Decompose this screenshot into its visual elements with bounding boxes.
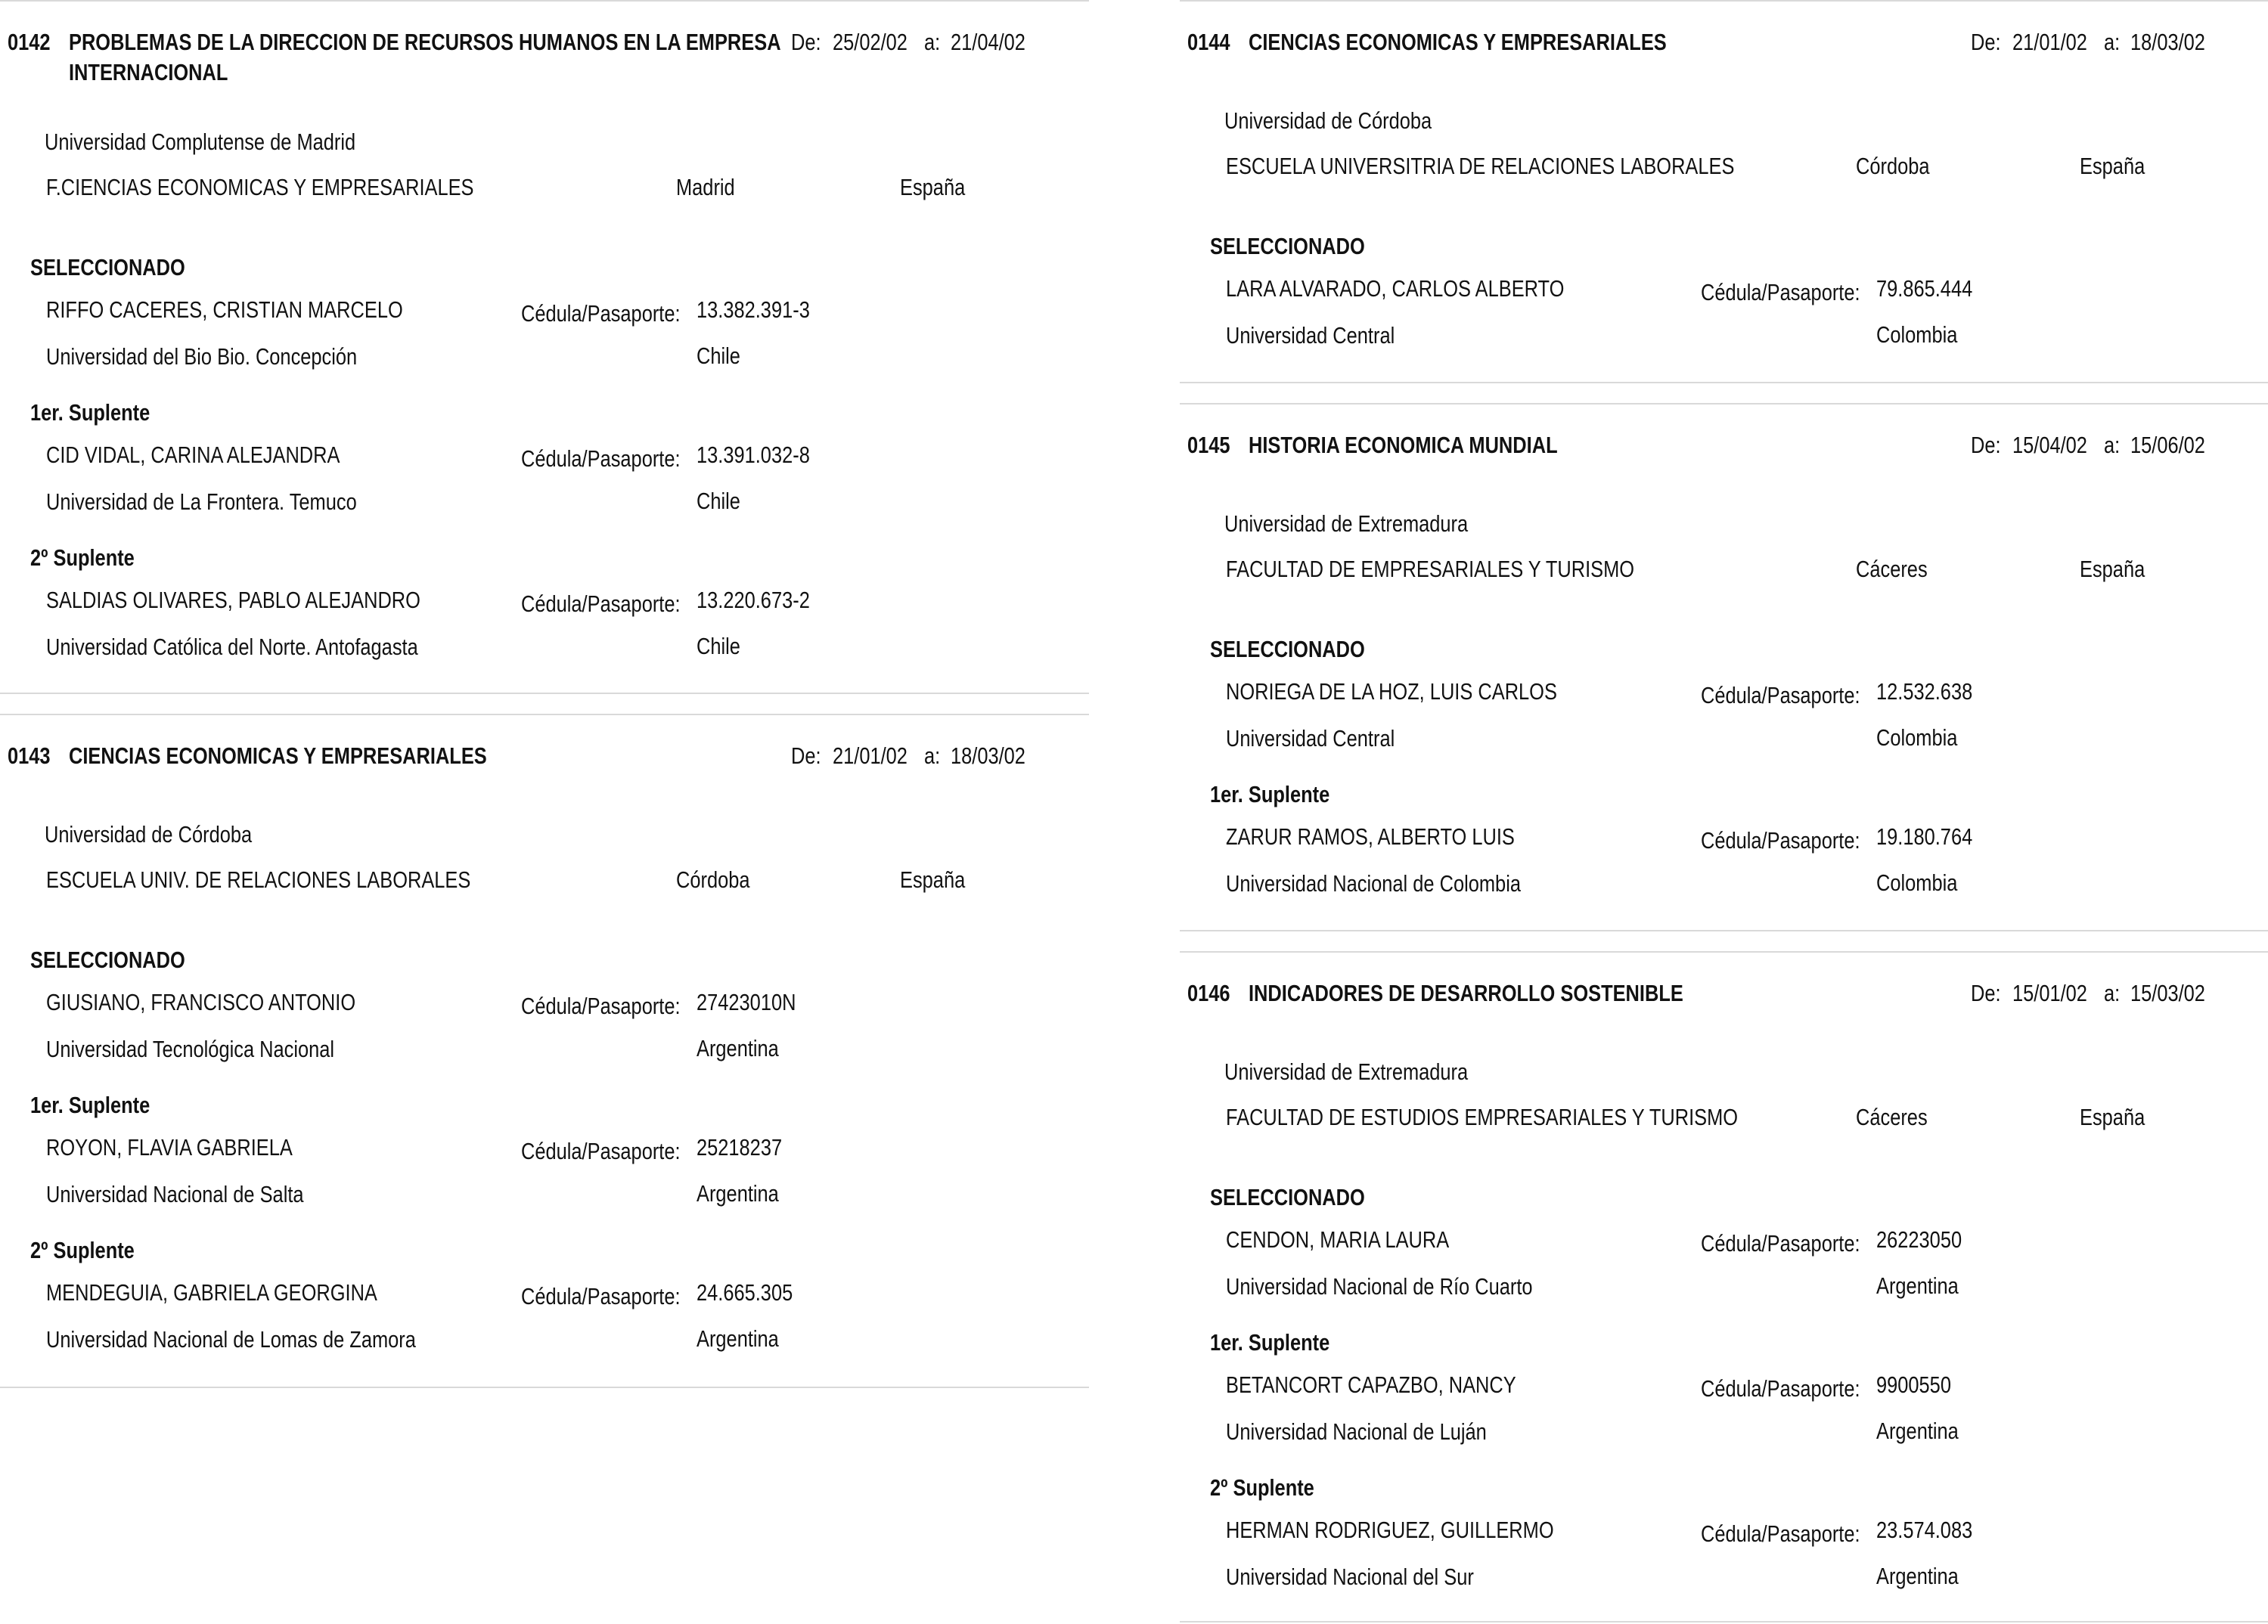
date-to-label: a: — [2104, 29, 2121, 55]
id-number: 9900550 — [1876, 1371, 1951, 1398]
id-number: 12.532.638 — [1876, 678, 1973, 705]
person-country: Colombia — [1876, 724, 1958, 751]
host-country: España — [2080, 556, 2145, 582]
id-label: Cédula/Pasaporte: — [521, 1138, 681, 1164]
host-university: Universidad de Extremadura — [1224, 1058, 1469, 1085]
id-number: 13.391.032-8 — [697, 442, 810, 468]
person-name: HERMAN RODRIGUEZ, GUILLERMO — [1226, 1517, 1554, 1543]
date-to: 21/04/02 — [951, 29, 1025, 55]
course-block-0145 — [1180, 403, 2268, 930]
id-number: 79.865.444 — [1876, 275, 1973, 302]
course-title: HISTORIA ECONOMICA MUNDIAL — [1249, 432, 1558, 458]
id-label: Cédula/Pasaporte: — [1701, 1375, 1860, 1402]
host-university: Universidad Complutense de Madrid — [45, 129, 356, 155]
id-number: 25218237 — [697, 1134, 783, 1161]
date-to-label: a: — [924, 742, 941, 769]
person-country: Argentina — [1876, 1418, 1959, 1444]
person-country: Colombia — [1876, 869, 1958, 896]
person-country: Argentina — [1876, 1563, 1959, 1589]
host-university: Universidad de Córdoba — [45, 821, 253, 848]
host-faculty: ESCUELA UNIVERSITRIA DE RELACIONES LABORALES — [1226, 153, 1735, 179]
person-university: Universidad de La Frontera. Temuco — [46, 488, 357, 515]
id-number: 13.220.673-2 — [697, 587, 810, 613]
host-city: Córdoba — [1856, 153, 1930, 179]
person-country: Argentina — [697, 1180, 779, 1207]
person-name: BETANCORT CAPAZBO, NANCY — [1226, 1371, 1516, 1398]
person-university: Universidad Nacional de Colombia — [1226, 870, 1521, 897]
person-name: NORIEGA DE LA HOZ, LUIS CARLOS — [1226, 678, 1557, 705]
course-title: PROBLEMAS DE LA DIRECCION DE RECURSOS HUMANOS EN LA EMPRESA INTERNACIONAL — [69, 29, 780, 85]
course-title: CIENCIAS ECONOMICAS Y EMPRESARIALES — [69, 742, 487, 769]
id-number: 19.180.764 — [1876, 823, 1973, 850]
course-code: 0143 — [8, 742, 51, 769]
host-country: España — [2080, 1104, 2145, 1130]
course-block-0146 — [1180, 951, 2268, 1624]
id-label: Cédula/Pasaporte: — [1701, 682, 1860, 708]
role-label: 1er. Suplente — [1210, 781, 1330, 807]
role-label: SELECCIONADO — [1210, 233, 1365, 259]
id-label: Cédula/Pasaporte: — [521, 1283, 681, 1309]
person-country: Argentina — [697, 1325, 779, 1352]
role-label: SELECCIONADO — [30, 254, 185, 280]
course-title: CIENCIAS ECONOMICAS Y EMPRESARIALES — [1249, 29, 1667, 55]
host-city: Cáceres — [1856, 556, 1928, 582]
divider — [0, 693, 1089, 694]
role-label: SELECCIONADO — [30, 947, 185, 973]
course-code: 0145 — [1187, 432, 1230, 458]
date-to: 15/03/02 — [2130, 980, 2205, 1006]
host-country: España — [2080, 153, 2145, 179]
role-label: SELECCIONADO — [1210, 1184, 1365, 1210]
host-country: España — [900, 174, 966, 200]
id-label: Cédula/Pasaporte: — [1701, 279, 1860, 305]
person-country: Colombia — [1876, 321, 1958, 348]
date-from-label: De: — [1971, 980, 2001, 1006]
date-to: 18/03/02 — [951, 742, 1025, 769]
role-label: 2º Suplente — [30, 1237, 135, 1263]
person-university: Universidad Tecnológica Nacional — [46, 1036, 335, 1062]
person-university: Universidad del Bio Bio. Concepción — [46, 343, 358, 370]
date-from: 15/01/02 — [2012, 980, 2087, 1006]
id-number: 24.665.305 — [697, 1279, 793, 1306]
host-faculty: F.CIENCIAS ECONOMICAS Y EMPRESARIALES — [46, 174, 474, 200]
host-faculty: ESCUELA UNIV. DE RELACIONES LABORALES — [46, 866, 471, 893]
id-label: Cédula/Pasaporte: — [1701, 1230, 1860, 1257]
divider — [1180, 382, 2268, 383]
id-number: 26223050 — [1876, 1226, 1962, 1253]
role-label: 1er. Suplente — [30, 1092, 150, 1118]
id-label: Cédula/Pasaporte: — [1701, 1520, 1860, 1547]
host-faculty: FACULTAD DE EMPRESARIALES Y TURISMO — [1226, 556, 1635, 582]
role-label: 2º Suplente — [30, 544, 135, 571]
person-country: Argentina — [1876, 1272, 1959, 1299]
id-number: 23.574.083 — [1876, 1517, 1973, 1543]
person-university: Universidad Católica del Norte. Antofagasta — [46, 634, 418, 660]
role-label: 2º Suplente — [1210, 1474, 1314, 1501]
divider — [0, 1387, 1089, 1388]
person-university: Universidad Nacional del Sur — [1226, 1564, 1474, 1590]
date-from: 21/01/02 — [2012, 29, 2087, 55]
id-number: 13.382.391-3 — [697, 296, 810, 323]
person-name: ZARUR RAMOS, ALBERTO LUIS — [1226, 823, 1515, 850]
person-name: SALDIAS OLIVARES, PABLO ALEJANDRO — [46, 587, 420, 613]
person-name: MENDEGUIA, GABRIELA GEORGINA — [46, 1279, 377, 1306]
course-title: INDICADORES DE DESARROLLO SOSTENIBLE — [1249, 980, 1683, 1006]
course-code: 0142 — [8, 29, 51, 55]
person-university: Universidad Nacional de Lomas de Zamora — [46, 1326, 416, 1353]
date-to-label: a: — [924, 29, 941, 55]
person-university: Universidad Nacional de Río Cuarto — [1226, 1273, 1533, 1300]
date-from: 21/01/02 — [833, 742, 908, 769]
person-name: GIUSIANO, FRANCISCO ANTONIO — [46, 989, 356, 1015]
course-code: 0146 — [1187, 980, 1230, 1006]
date-from-label: De: — [1971, 29, 2001, 55]
course-block-0142 — [0, 0, 1089, 693]
role-label: SELECCIONADO — [1210, 636, 1365, 662]
host-university: Universidad de Córdoba — [1224, 107, 1432, 134]
host-city: Córdoba — [676, 866, 750, 893]
person-country: Chile — [697, 488, 740, 514]
person-university: Universidad Central — [1226, 725, 1395, 752]
host-faculty: FACULTAD DE ESTUDIOS EMPRESARIALES Y TURISMO — [1226, 1104, 1739, 1130]
host-city: Madrid — [676, 174, 735, 200]
person-name: LARA ALVARADO, CARLOS ALBERTO — [1226, 275, 1565, 302]
id-number: 27423010N — [697, 989, 796, 1015]
id-label: Cédula/Pasaporte: — [521, 993, 681, 1019]
person-university: Universidad Nacional de Luján — [1226, 1418, 1487, 1445]
course-code: 0144 — [1187, 29, 1230, 55]
date-from: 25/02/02 — [833, 29, 908, 55]
person-university: Universidad Nacional de Salta — [46, 1181, 304, 1207]
date-to: 18/03/02 — [2130, 29, 2205, 55]
person-country: Chile — [697, 633, 740, 659]
person-name: CENDON, MARIA LAURA — [1226, 1226, 1450, 1253]
date-from-label: De: — [1971, 432, 2001, 458]
host-city: Cáceres — [1856, 1104, 1928, 1130]
host-university: Universidad de Extremadura — [1224, 510, 1469, 537]
date-to: 15/06/02 — [2130, 432, 2205, 458]
person-university: Universidad Central — [1226, 322, 1395, 349]
person-country: Chile — [697, 342, 740, 369]
id-label: Cédula/Pasaporte: — [1701, 827, 1860, 854]
date-to-label: a: — [2104, 432, 2121, 458]
person-name: CID VIDAL, CARINA ALEJANDRA — [46, 442, 340, 468]
id-label: Cédula/Pasaporte: — [521, 590, 681, 617]
id-label: Cédula/Pasaporte: — [521, 445, 681, 472]
date-from-label: De: — [791, 742, 821, 769]
date-to-label: a: — [2104, 980, 2121, 1006]
role-label: 1er. Suplente — [1210, 1329, 1330, 1356]
date-from: 15/04/02 — [2012, 432, 2087, 458]
person-name: ROYON, FLAVIA GABRIELA — [46, 1134, 293, 1161]
id-label: Cédula/Pasaporte: — [521, 300, 681, 327]
role-label: 1er. Suplente — [30, 399, 150, 426]
person-country: Argentina — [697, 1035, 779, 1061]
course-block-0144 — [1180, 0, 2268, 382]
host-country: España — [900, 866, 966, 893]
person-name: RIFFO CACERES, CRISTIAN MARCELO — [46, 296, 403, 323]
course-block-0143 — [0, 714, 1089, 1387]
divider — [1180, 930, 2268, 931]
date-from-label: De: — [791, 29, 821, 55]
